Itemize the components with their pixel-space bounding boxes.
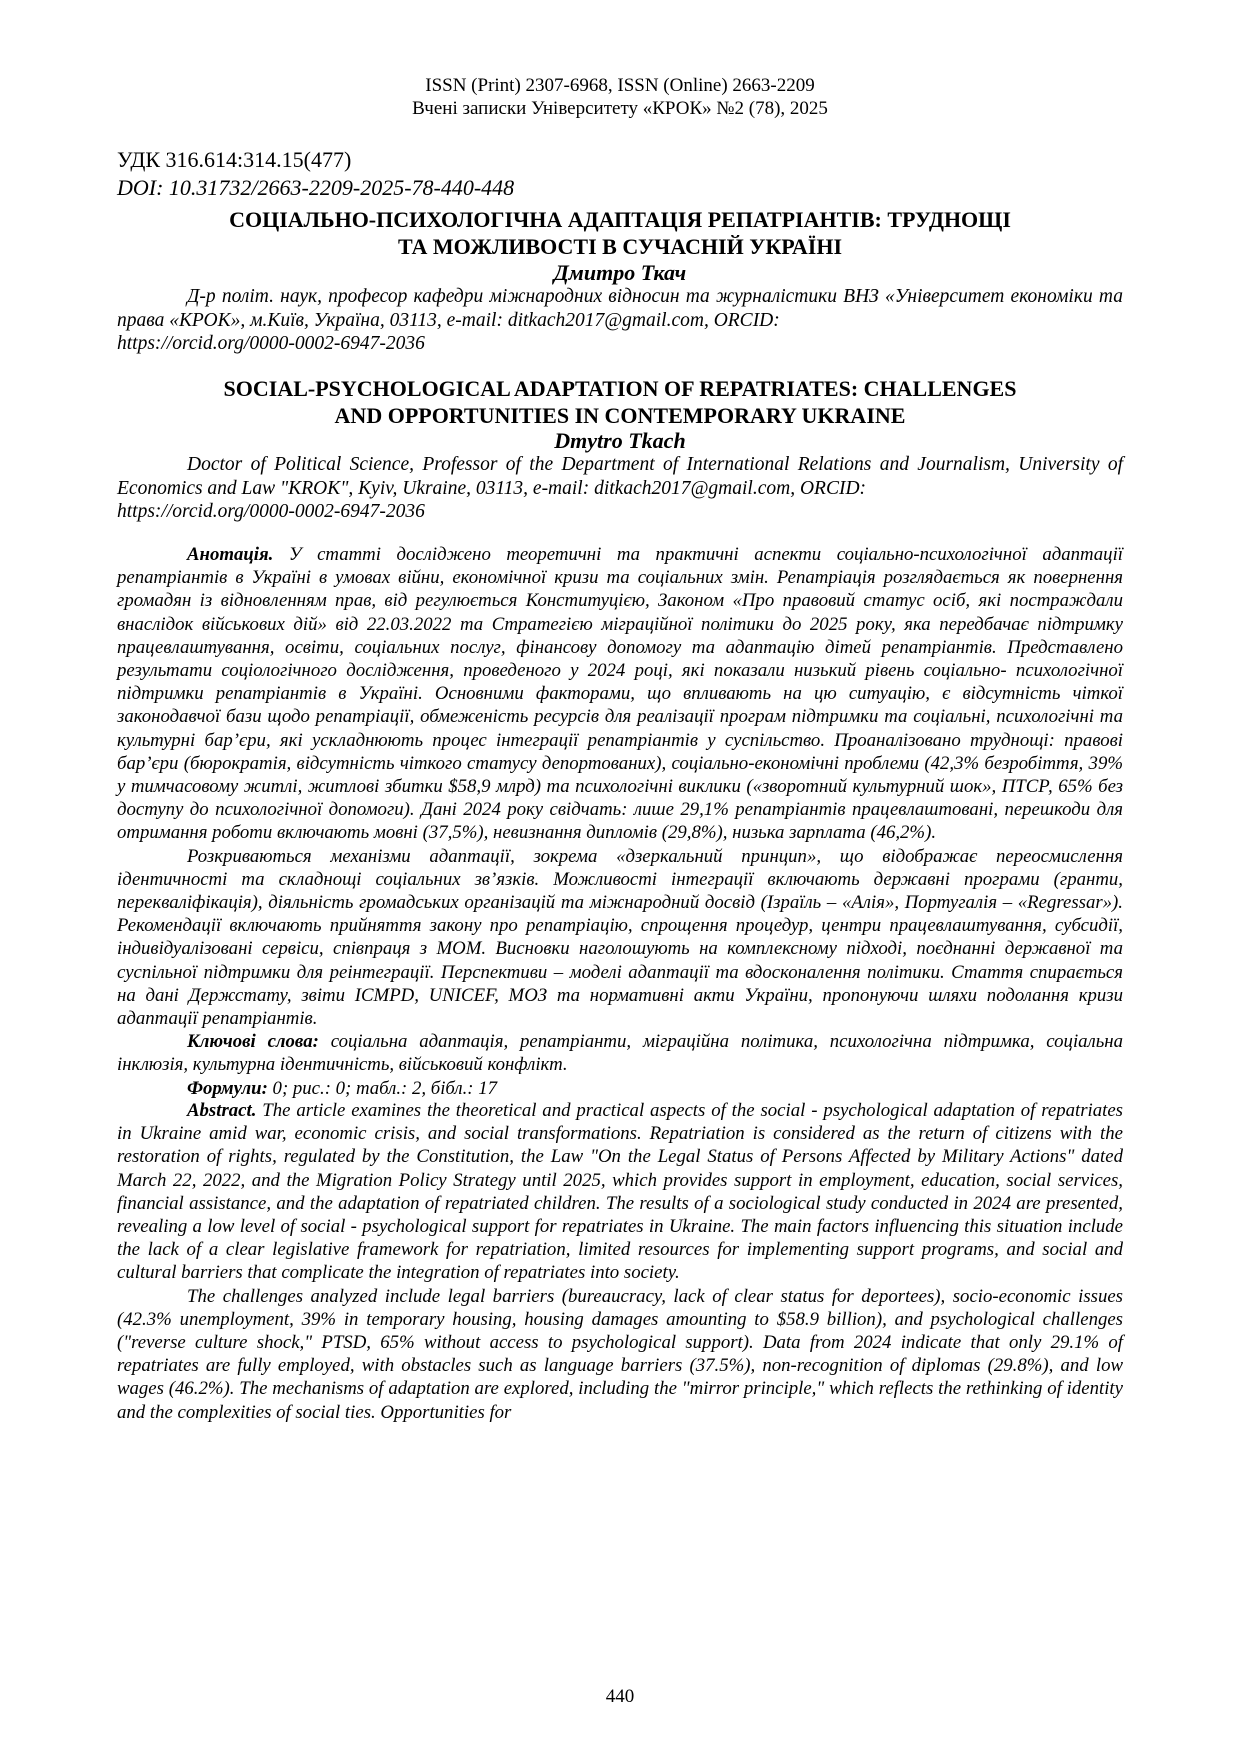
abstract-en-paragraph-2: The challenges analyzed include legal barriers (bureaucracy, lack of clear status for deportees), socio-economic issues (42.3% unemployment, 39% in temporary housing, housing damages amounting to $58.9 billion), and psychological challenges ("reverse culture shock," PTSD, 65% without access to psychological support). Data from 2024 indicate that only 29.1% of repatriates are fully employed, with obstacles such as language barriers (37.5%), non-recognition of diplomas (29.8%), and low wages (46.2%). The mechanisms of adaptation are explored, including the "mirror principle," which reflects the rethinking of identity and the complexities of social ties. Opportunities for [117, 1285, 1123, 1423]
doi: DOI: 10.31732/2663-2209-2025-78-440-448 [117, 175, 515, 200]
annotation-uk [117, 543, 1123, 1100]
issn-line: ISSN (Print) 2307-6968, ISSN (Online) 2663-2209 [425, 75, 815, 96]
affiliation-uk-text: Д-р політ. наук, професор кафедри міжнародних відносин та журналістики ВНЗ «Університет економіки та права «КРОК», м.Київ, Україна, 03113, e-mail: ditkach2017@gmail.com, ORCID: [117, 286, 1123, 331]
abstract-label: Abstract. [187, 1100, 257, 1121]
title-uk-line-2: ТА МОЖЛИВОСТІ В СУЧАСНІЙ УКРАЇНІ [397, 234, 843, 259]
page-number: 440 [605, 1686, 635, 1707]
annotation-uk-text-1: У статті досліджено теоретичні та практичні аспекти соціально-психологічної адаптації репатріантів в Україні в умовах війни, економічної кризи та соціальних змін. Репатріація розглядається як повернення громадян із відновленням прав, від регулюється Конституцією, Законом «Про правовий статус осіб, які постраждали внаслідок військових дій» від 22.03.2022 та Стратегією міграційної політики до 2025 року, яка передбачає підтримку працевлаштування, освіти, соціальних послуг, фінансову допомогу та адаптацію дітей репатріантів. Представлено результати соціологічного дослідження, проведеного у 2024 році, які показали низький рівень соціально- психологічної підтримки репатріантів в Україні. Основними факторами, що впливають на цю ситуацію, є відсутність чіткої законодавчої бази щодо репатріації, обмеженість ресурсів для реалізації програм підтримки та соціальні, психологічні та культурні бар’єри, які ускладнюють процес інтеграції репатріантів у суспільство. Проаналізовано труднощі: правові бар’єри (бюрократія, відсутність чіткого статусу депортованих), соціально-економічні проблеми (42,3% безробіття, 39% у тимчасовому житлі, житлові збитки $58,9 млрд) та психологічні виклики («зворотний культурний шок», ПТСР, 65% без доступу до психологічної допомоги). Дані 2024 року свідчать: лише 29,1% репатріантів працевлаштовані, перешкоди для отримання роботи включають мовні (37,5%), невизнання дипломів (29,8%), низька зарплата (46,2%). [117, 544, 1123, 844]
keywords-uk [117, 1030, 1123, 1076]
affiliation-en-text: Doctor of Political Science, Professor of the Department of International Relations and Journalism, University of Economics and Law "KROK", Kyiv, Ukraine, 03113, e-mail: ditkach2017@gmail.com, ORCID: [117, 454, 1123, 499]
author-uk: Дмитро Ткач [553, 260, 687, 285]
keywords-text: соціальна адаптація, репатріанти, міграційна політика, психологічна підтримка, соціальна інклюзія, культурна ідентичність, військовий конфлікт. [117, 1031, 1123, 1076]
abstract-en-text-1: The article examines the theoretical and practical aspects of the social - psychological adaptation of repatriates in Ukraine amid war, economic crisis, and social transformations. Repatriation is considered as the return of citizens with the restoration of rights, regulated by the Constitution, the Law "On the Legal Status of Persons Affected by Military Actions" dated March 22, 2022, and the Migration Policy Strategy until 2025, which provides support in employment, education, social services, financial assistance, and the adaptation of repatriated children. The results of a sociological study conducted in 2024 are presented, revealing a low level of social - psychological support for repatriates in Ukraine. The main factors influencing this situation include the lack of a clear legislative framework for repatriation, limited resources for implementing support programs, and social and cultural barriers that complicate the integration of repatriates into society. [117, 1100, 1123, 1284]
title-en-line-1: SOCIAL-PSYCHOLOGICAL ADAPTATION OF REPATRIATES: CHALLENGES [223, 376, 1017, 401]
abstract-en-paragraph-1 [117, 1099, 1123, 1285]
formulas-info [117, 1077, 1123, 1100]
author-en: Dmytro Tkach [554, 428, 686, 453]
affiliation-uk [117, 285, 1123, 356]
title-uk [117, 206, 1123, 260]
affiliation-en [117, 453, 1123, 524]
formulas-text: 0; рис.: 0; табл.: 2, бібл.: 17 [267, 1077, 498, 1099]
orcid-uk: https://orcid.org/0000-0002-6947-2036 [117, 333, 425, 354]
journal-header [0, 74, 1240, 120]
title-en [117, 375, 1123, 429]
journal-line: Вчені записки Університету «КРОК» №2 (78), 2025 [412, 98, 828, 119]
keywords-label: Ключові слова: [187, 1031, 319, 1053]
title-en-line-2: AND OPPORTUNITIES IN CONTEMPORARY UKRAINE [334, 403, 906, 428]
annotation-uk-paragraph-1 [117, 543, 1123, 845]
abstract-en [117, 1099, 1123, 1424]
annotation-label: Анотація. [187, 544, 274, 565]
udk-code: УДК 316.614:314.15(477) [117, 147, 352, 172]
annotation-uk-paragraph-2: Розкриваються механізми адаптації, зокрема «дзеркальний принцип», що відображає переосмислення ідентичності та складнощі соціальних зв’язків. Можливості інтеграції включають державні програми (гранти, перекваліфікація), діяльність громадських організацій та міжнародний досвід (Ізраїль – «Алія», Португалія – «Regressar»). Рекомендації включають прийняття закону про репатріацію, спрощення процедур, центри працевлаштування, субсидії, індивідуалізовані сервіси, співпраця з МОМ. Висновки наголошують на комплексному підході, поєднанні державної та суспільної підтримки для реінтеграції. Перспективи – моделі адаптації та вдосконалення політики. Стаття спирається на дані Держстату, звіти ICMPD, UNICEF, МОЗ та нормативні акти України, пропонуючи шляхи подолання кризи адаптації репатріантів. [117, 845, 1123, 1030]
formulas-label: Формули: [187, 1077, 268, 1099]
orcid-en: https://orcid.org/0000-0002-6947-2036 [117, 501, 425, 522]
title-uk-line-1: СОЦІАЛЬНО-ПСИХОЛОГІЧНА АДАПТАЦІЯ РЕПАТРІАНТІВ: ТРУДНОЩІ [229, 207, 1011, 232]
